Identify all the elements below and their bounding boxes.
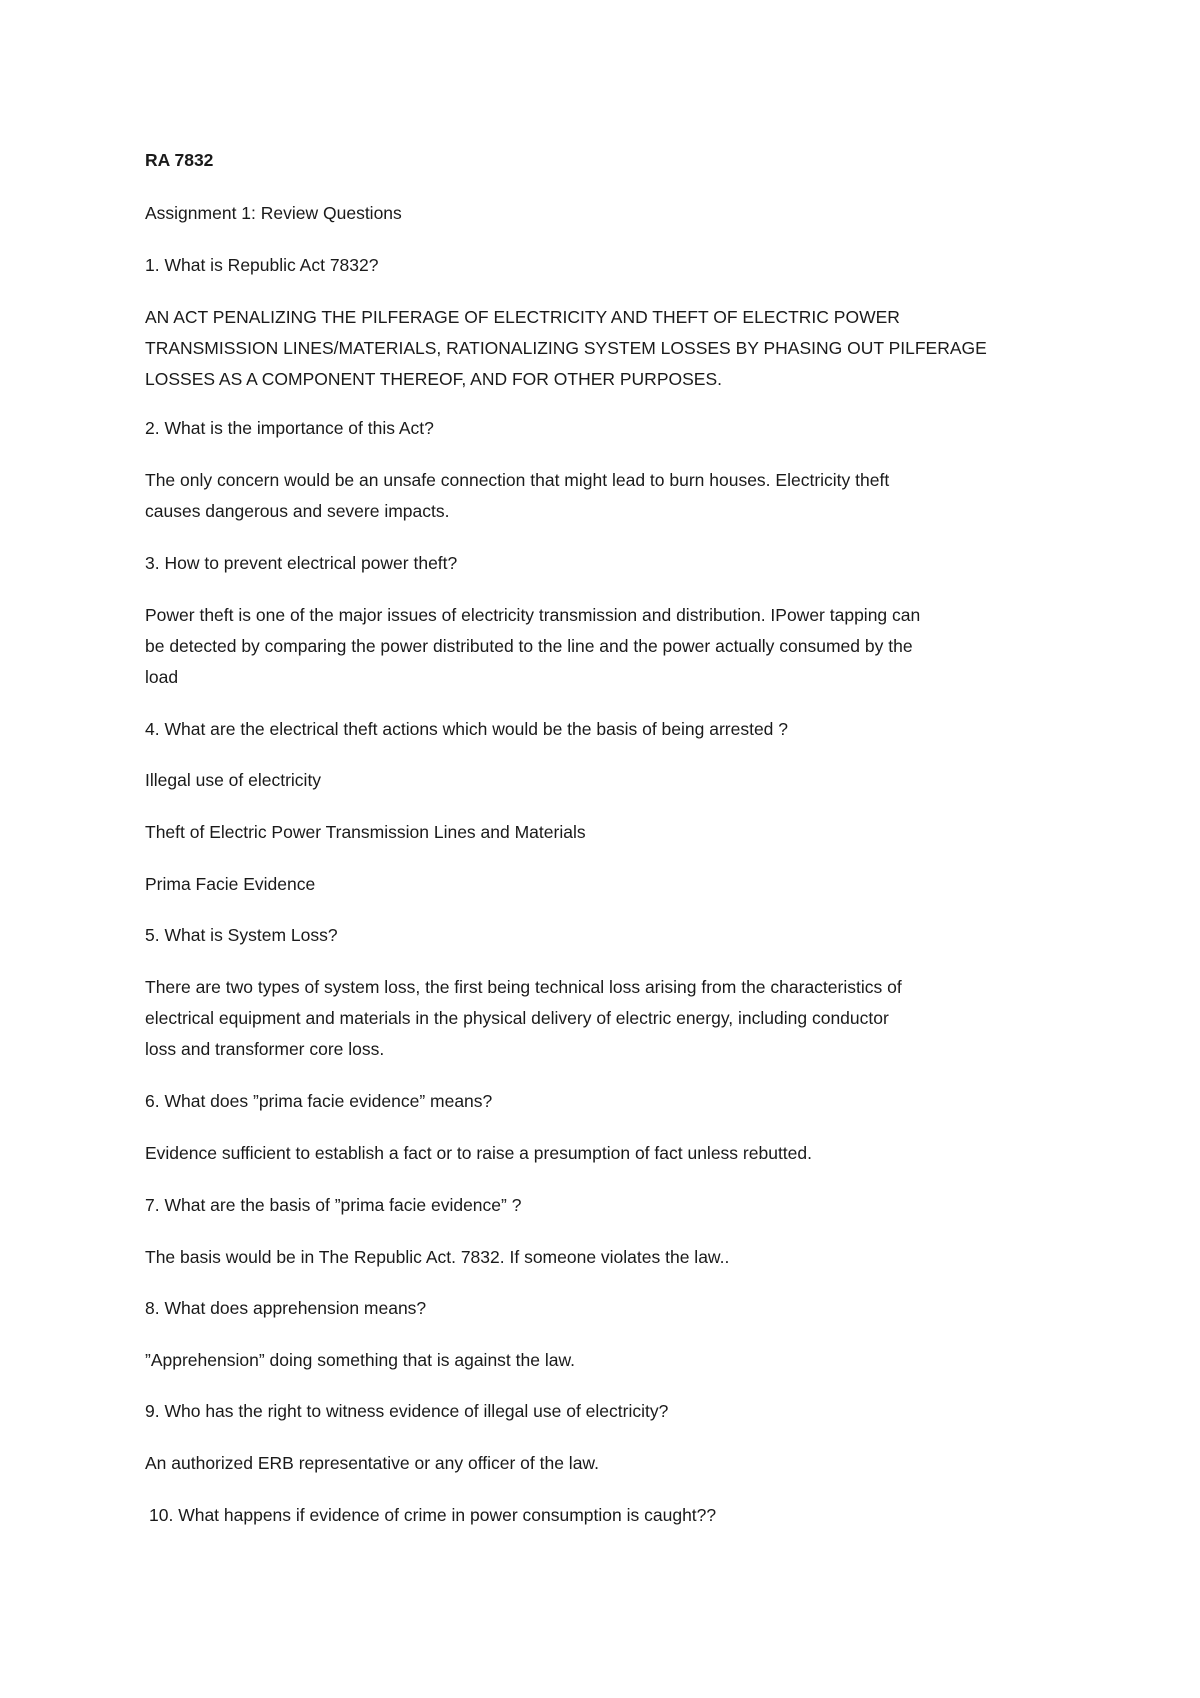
question-5	[145, 925, 338, 945]
question-text: What is the importance of this Act?	[159, 418, 434, 438]
question-3	[145, 553, 457, 573]
answer-line: LOSSES AS A COMPONENT THEREOF, AND FOR OTHER PURPOSES.	[145, 369, 722, 389]
question-9	[145, 1401, 668, 1421]
question-text: What are the electrical theft actions which would be the basis of being arrested ?	[159, 719, 789, 739]
question-2	[145, 418, 434, 438]
question-text: What does apprehension means?	[159, 1298, 427, 1318]
question-text: What is System Loss?	[159, 925, 338, 945]
answer-9: An authorized ERB representative or any officer of the law.	[145, 1453, 599, 1473]
answer-line: Power theft is one of the major issues of electricity transmission and distribution. IPower tapping can	[145, 605, 921, 625]
question-10	[149, 1505, 716, 1525]
answer-line: There are two types of system loss, the first being technical loss arising from the characteristics of	[145, 977, 902, 997]
answer-line: electrical equipment and materials in the physical delivery of electric energy, including conductor	[145, 1008, 889, 1028]
question-text: Who has the right to witness evidence of illegal use of electricity?	[159, 1401, 669, 1421]
answer-7: The basis would be in The Republic Act. 7832. If someone violates the law..	[145, 1247, 730, 1267]
question-text: What are the basis of ”prima facie evidence” ?	[159, 1195, 522, 1215]
question-number: 1.	[145, 255, 160, 275]
document-subtitle: Assignment 1: Review Questions	[145, 203, 402, 223]
answer-line: be detected by comparing the power distributed to the line and the power actually consumed by the	[145, 636, 913, 656]
question-number: 4.	[145, 719, 160, 739]
question-text: What happens if evidence of crime in power consumption is caught??	[173, 1505, 717, 1525]
question-8	[145, 1298, 426, 1318]
question-1	[145, 255, 378, 275]
question-6	[145, 1091, 492, 1111]
answer-2	[145, 465, 1065, 527]
answer-4-item-3: Prima Facie Evidence	[145, 874, 316, 894]
answer-line: TRANSMISSION LINES/MATERIALS, RATIONALIZING SYSTEM LOSSES BY PHASING OUT PILFERAGE	[145, 338, 987, 358]
document-title: RA 7832	[145, 150, 214, 170]
question-number: 7.	[145, 1195, 160, 1215]
question-number: 9.	[145, 1401, 160, 1421]
question-4	[145, 719, 788, 739]
question-7	[145, 1195, 521, 1215]
answer-line: AN ACT PENALIZING THE PILFERAGE OF ELECTRICITY AND THEFT OF ELECTRIC POWER	[145, 307, 900, 327]
question-number: 6.	[145, 1091, 160, 1111]
question-number: 2.	[145, 418, 160, 438]
question-text: How to prevent electrical power theft?	[159, 553, 458, 573]
answer-line: load	[145, 667, 179, 687]
question-number: 8.	[145, 1298, 160, 1318]
answer-4-item-1: Illegal use of electricity	[145, 770, 322, 790]
answer-line: loss and transformer core loss.	[145, 1039, 385, 1059]
answer-line: The only concern would be an unsafe connection that might lead to burn houses. Electricity theft	[145, 470, 890, 490]
question-text: What is Republic Act 7832?	[159, 255, 379, 275]
question-number: 5.	[145, 925, 160, 945]
answer-line: causes dangerous and severe impacts.	[145, 501, 450, 521]
answer-1	[145, 302, 1065, 395]
question-text: What does ”prima facie evidence” means?	[159, 1091, 493, 1111]
answer-6: Evidence sufficient to establish a fact or to raise a presumption of fact unless rebutted.	[145, 1143, 812, 1163]
answer-8: ”Apprehension” doing something that is against the law.	[145, 1350, 575, 1370]
question-number: 3.	[145, 553, 160, 573]
answer-5	[145, 972, 1065, 1065]
answer-4-item-2: Theft of Electric Power Transmission Lines and Materials	[145, 822, 586, 842]
answer-3	[145, 600, 1065, 693]
question-number: 10.	[149, 1505, 174, 1525]
